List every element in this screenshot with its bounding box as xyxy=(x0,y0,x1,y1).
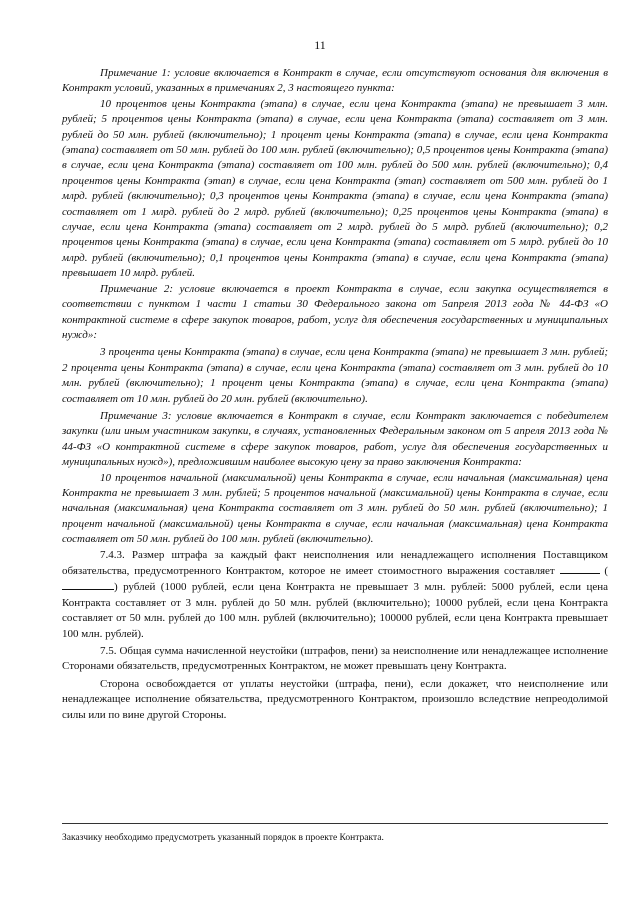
clause-force-majeure: Сторона освобождается от уплаты неустойки (штрафа, пени), если докажет, что неисполнение или ненадлежащее исполнение обязательства, предусмотренного Контрактом, произошло вследствие непреодолимой силы или по вине другой Стороны. xyxy=(62,677,608,721)
document-body xyxy=(62,66,608,723)
note-3: Примечание 3: условие включается в Контракт в случае, если Контракт заключается с победителем закупки (или иным участником закупки, в случаях, установленных Федеральным законом от 5 апреля 2013 года № 44-ФЗ «О контрактной системе в сфере закупок товаров, работ, услуг для обеспечения государственных и муниципальных нужд»), предложившим наиболее высокую цену за право заключения Контракта: xyxy=(62,409,608,469)
clause-7-5: 7.5. Общая сумма начисленной неустойки (штрафов, пени) за неисполнение или ненадлежащее исполнение Сторонами обязательств, предусмотренных Контрактом, не может превышать цену Контракта. xyxy=(62,645,608,673)
footnote-divider xyxy=(62,823,608,824)
clause-7-4-3 xyxy=(62,548,608,642)
note-1: Примечание 1: условие включается в Контракт в случае, если отсутствуют основания для включения в Контракт условий, указанных в примечаниях 2, 3 настоящего пункта: xyxy=(62,67,608,95)
note-2: Примечание 2: условие включается в проект Контракта в случае, если закупка осуществляется в соответствии с пунктом 1 части 1 статьи 30 Федерального закона от 5апреля 2013 года № 44-ФЗ «О контрактной системе в сфере закупок товаров, работ, услуг для обеспечения государственных и муниципальных нужд»: xyxy=(62,282,608,341)
fine-amount-blank xyxy=(560,563,600,574)
fine-amount-words-blank xyxy=(62,579,114,590)
page-number: 11 xyxy=(314,38,326,52)
note-2-option: 3 процента цены Контракта (этапа) в случае, если цена Контракта (этапа) не превышает 3 млн. рублей; 2 процента цены Контракта (этапа) в случае, если цена Контракта (этапа) составляет от 3 млн. рублей до 10 млн. рублей (включительно); 1 процент цены Контракта (этапа) в случае, если цена Контракта (этапа) составляет от 10 млн. рублей до 20 млн. рублей (включительно). xyxy=(62,346,608,405)
note-3-option: 10 процентов начальной (максимальной) цены Контракта в случае, если начальная (максимальная) цена Контракта не превышает 3 млн. рублей; 5 процентов начальной (максимальной) цены Контракта в случае, если начальная (максимальная) цена Контракта составляет от 3 млн. рублей до 50 млн. рублей (включительно); 1 процент начальной (максимальной) цены Контракта в случае, если начальная (максимальная) цена Контракта составляет от 50 млн. рублей до 100 млн. рублей (включительно). xyxy=(62,471,608,546)
clause-7-4-3-text-start: 7.4.3. Размер штрафа за каждый факт неисполнения или ненадлежащего исполнения Поставщиком обязательства, предусмотренного Контрактом, которое не имеет стоимостного выражения составляет xyxy=(62,548,608,577)
clause-7-4-3-paren-open: ( xyxy=(604,565,609,577)
footnote: Заказчику необходимо предусмотреть указанный порядок в проекте Контракта. xyxy=(62,833,384,843)
note-1-option: 10 процентов цены Контракта (этапа) в случае, если цена Контракта (этапа) не превышает 3 млн. рублей; 5 процентов цены Контракта (этапа) в случае, если цена Контракта (этапа) составляет от 3 млн. рублей до 50 млн. рублей (включительно); 1 процент цены Контракта (этапа) в случае, если цена Контракта (этапа) составляет от 50 млн. рублей до 100 млн. рублей (включительно); 0,5 процентов цены Контракта (этапа) в случае, если цена Контракта (этапа) составляет от 100 млн. рублей до 500 млн. рублей (включительно); 0,4 процентов цены Контракта (этап) в случае, если цена Контракта (этап) составляет от 500 млн. рублей до 1 млрд. рублей (включительно); 0,3 процентов цены Контракта (этапа) в случае, если цена Контракта (этапа) составляет от 1 млрд. рублей до 2 млрд. рублей (включительно); 0,25 процентов цены Контракта (этапа) в случае, если цена Контракта (этапа) составляет от 2 млрд. рублей до 5 млрд. рублей (включительно); 0,2 процентов цены Контракта (этапа) в случае, если цена Контракта (этапа) составляет от 5 млрд. рублей до 10 млрд. рублей (включительно); 0,1 процентов цены Контракта (этапа) в случае, если цена Контракта (этапа) превышает 10 млрд. рублей. xyxy=(62,97,608,280)
clause-7-4-3-text-end: ) рублей (1000 рублей, если цена Контракта не превышает 3 млн. рублей: 5000 рублей, если цена Контракта составляет от 3 млн. рублей до 50 млн. рублей (включительно); 10000 рублей, если цена Контракта составляет от 50 млн. рублей до 100 млн. рублей (включительно); 100000 рублей, если цена Контракта превышает 100 млн. рублей). xyxy=(62,581,608,640)
